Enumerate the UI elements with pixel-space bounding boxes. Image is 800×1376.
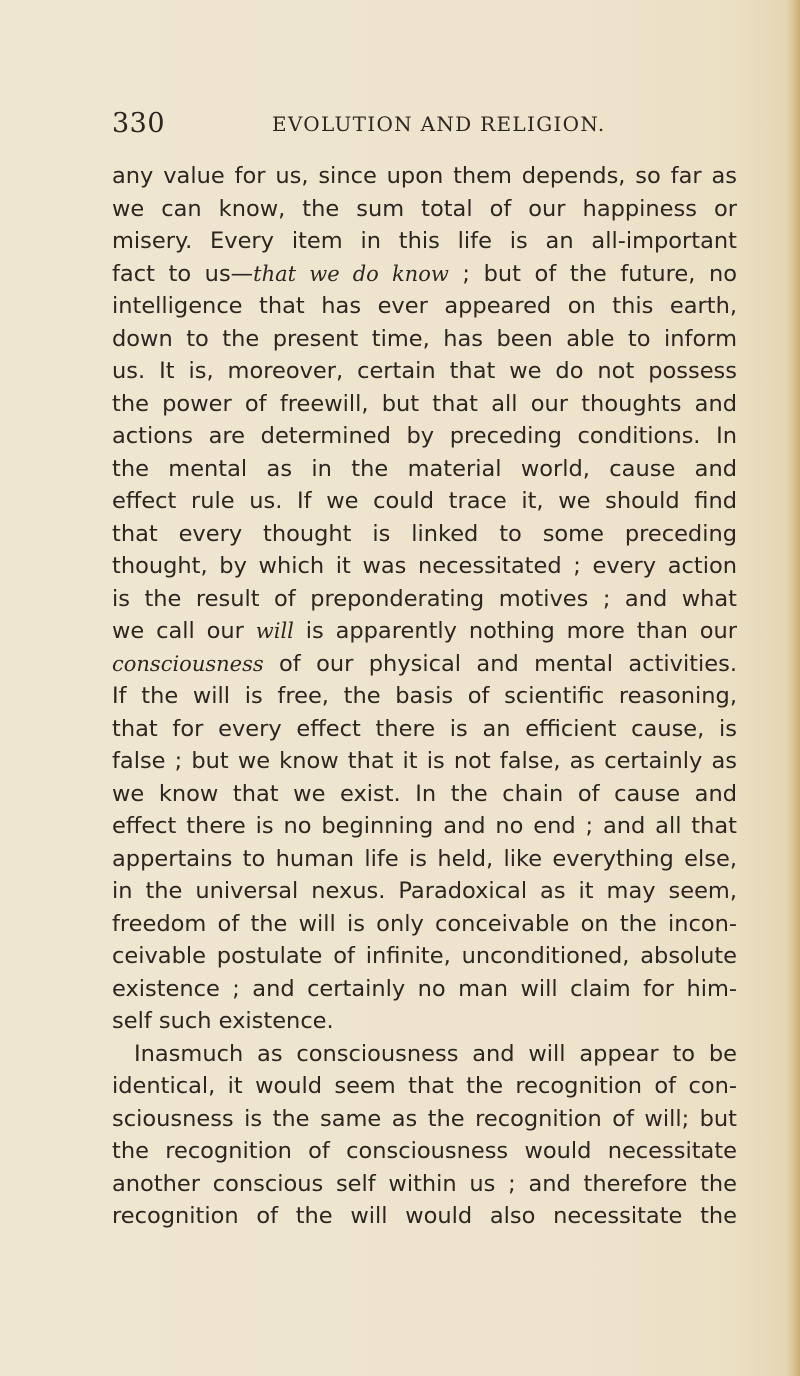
text-line [112, 1135, 737, 1168]
text-line [112, 258, 737, 291]
page-number: 330 [112, 108, 166, 139]
text-line [112, 940, 737, 973]
text-segment: If the will is free, the basis of scientific reasoning, [112, 683, 737, 709]
text-line [112, 843, 737, 876]
text-line [112, 745, 737, 778]
text-line [112, 420, 737, 453]
text-segment: appertains to human life is held, like everything else, [112, 845, 737, 872]
italic-text: consciousness [112, 651, 264, 676]
text-line [112, 1038, 737, 1071]
text-segment: freedom of the will is only conceivable on the incon- [112, 910, 737, 937]
text-segment: down to the present time, has been able to inform [112, 325, 737, 352]
text-segment: self such existence. [112, 1008, 334, 1034]
text-segment: that for every effect there is an efficient cause, is [112, 715, 737, 742]
text-line [112, 1103, 737, 1136]
text-line [112, 225, 737, 258]
text-line [112, 323, 737, 356]
text-segment: ; but of the future, no [448, 260, 737, 287]
text-line [112, 453, 737, 486]
running-title: EVOLUTION AND RELIGION. [272, 112, 606, 136]
text-line [112, 550, 737, 583]
text-line [112, 1070, 737, 1103]
text-segment: existence ; and certainly no man will claim for him- [112, 975, 737, 1002]
text-segment: any value for us, since upon them depends, so far as [112, 163, 737, 189]
text-segment: we know that we exist. In the chain of cause and [112, 780, 737, 807]
text-segment: recognition of the will would also necessitate the [112, 1203, 737, 1229]
text-segment: effect rule us. If we could trace it, we should find [112, 488, 737, 514]
text-segment: fact to us— [112, 260, 254, 287]
text-line [112, 388, 737, 421]
text-line [112, 615, 737, 648]
body-text [112, 160, 737, 1233]
text-segment: that every thought is linked to some preceding [112, 520, 737, 547]
text-segment: Inasmuch as consciousness and will appear to be [134, 1040, 737, 1067]
text-segment: false ; but we know that it is not false, as certainly as [112, 748, 737, 774]
italic-text: that we do know [253, 261, 449, 286]
text-line [112, 875, 737, 908]
text-segment: we can know, the sum total of our happiness or [112, 195, 737, 222]
text-line [112, 290, 737, 323]
text-segment: of our physical and mental activities. [263, 650, 737, 677]
text-line [112, 778, 737, 811]
text-line [112, 1168, 737, 1201]
text-line [112, 1200, 737, 1233]
italic-text: will [255, 619, 294, 643]
text-line [112, 1005, 737, 1038]
text-segment: intelligence that has ever appeared on this earth, [112, 293, 737, 319]
text-line [112, 810, 737, 843]
text-segment: another conscious self within us ; and therefore the [112, 1170, 737, 1197]
running-head [112, 102, 712, 142]
text-segment: ceivable postulate of infinite, unconditioned, absolute [112, 943, 737, 969]
text-segment: we call our [112, 618, 256, 644]
text-segment: identical, it would seem that the recognition of con- [112, 1073, 737, 1099]
text-segment: actions are determined by preceding conditions. In [112, 423, 737, 449]
text-segment: the power of freewill, but that all our thoughts and [112, 390, 737, 417]
text-line [112, 485, 737, 518]
text-line [112, 973, 737, 1006]
text-line [112, 355, 737, 388]
text-line [112, 518, 737, 551]
text-line [112, 193, 737, 226]
text-line [112, 648, 737, 681]
text-segment: the recognition of consciousness would necessitate [112, 1138, 737, 1164]
text-line [112, 160, 737, 193]
text-line [112, 583, 737, 616]
text-line [112, 908, 737, 941]
text-segment: effect there is no beginning and no end ; and all that [112, 813, 737, 839]
text-segment: sciousness is the same as the recognition of will; but [112, 1105, 737, 1132]
text-segment: misery. Every item in this life is an all-important [112, 228, 737, 254]
text-segment: the mental as in the material world, cause and [112, 455, 737, 482]
text-line [112, 713, 737, 746]
text-segment: in the universal nexus. Paradoxical as it may seem, [112, 878, 737, 904]
text-segment: is apparently nothing more than our [293, 618, 737, 644]
text-segment: thought, by which it was necessitated ; every action [112, 553, 737, 579]
text-line [112, 680, 737, 713]
text-segment: is the result of preponderating motives ; and what [112, 585, 737, 612]
text-segment: us. It is, moreover, certain that we do not possess [112, 358, 737, 384]
page-edge-shadow [786, 0, 800, 1376]
